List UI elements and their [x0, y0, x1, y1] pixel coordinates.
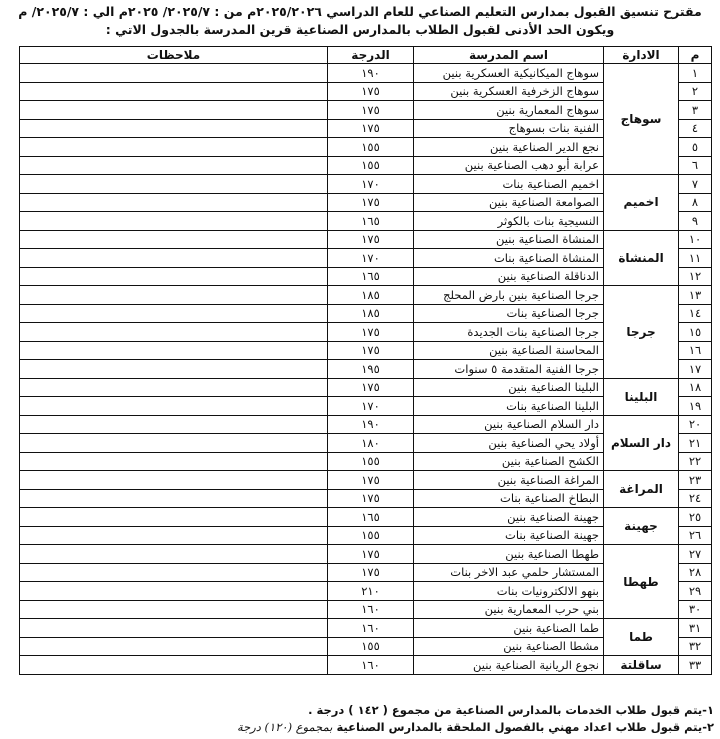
school-name: طما الصناعية بنين	[414, 619, 604, 638]
row-number: ٥	[679, 138, 712, 157]
min-score: ٢١٠	[328, 582, 414, 601]
row-number: ١٥	[679, 323, 712, 342]
row-number: ٨	[679, 193, 712, 212]
min-score: ١٥٥	[328, 452, 414, 471]
school-name: اخميم الصناعية بنات	[414, 175, 604, 194]
row-number: ١١	[679, 249, 712, 268]
table-row	[20, 545, 712, 564]
min-score: ١٧٥	[328, 323, 414, 342]
row-number: ١٧	[679, 360, 712, 379]
notes-cell	[20, 600, 328, 619]
notes-cell	[20, 452, 328, 471]
administration-cell: دار السلام	[604, 415, 679, 471]
administration-cell: سوهاج	[604, 64, 679, 175]
school-name: نجوع الريانية الصناعية بنين	[414, 656, 604, 675]
table-row	[20, 286, 712, 305]
min-score: ١٩٠	[328, 415, 414, 434]
table-row	[20, 508, 712, 527]
administration-cell: اخميم	[604, 175, 679, 231]
notes-cell	[20, 508, 328, 527]
row-number: ١٣	[679, 286, 712, 305]
administration-cell: طهطا	[604, 545, 679, 619]
school-name: جهينة الصناعية بنين	[414, 508, 604, 527]
row-number: ٣١	[679, 619, 712, 638]
school-name: عرابة أبو دهب الصناعية بنين	[414, 156, 604, 175]
row-number: ١٨	[679, 378, 712, 397]
school-name: نجع الدير الصناعية بنين	[414, 138, 604, 157]
note-2	[237, 720, 714, 734]
min-score: ١٩٥	[328, 360, 414, 379]
notes-cell	[20, 582, 328, 601]
min-score: ١٧٥	[328, 193, 414, 212]
min-score: ١٦٠	[328, 656, 414, 675]
school-name: المستشار حلمي عبد الاخر بنات	[414, 563, 604, 582]
notes-cell	[20, 323, 328, 342]
min-score: ١٧٠	[328, 397, 414, 416]
row-number: ٢١	[679, 434, 712, 453]
notes-cell	[20, 249, 328, 268]
row-number: ٢٩	[679, 582, 712, 601]
school-name: سوهاج الزخرفية العسكرية بنين	[414, 82, 604, 101]
min-score: ١٥٥	[328, 526, 414, 545]
document-title: مقترح تنسيق القبول بمدارس التعليم الصناعي للعام الدراسي ٢٠٢٥/٢٠٢٦م من : ٢٠٢٥/٧/ ٢٠٢٥م الي : ٢٠٢٥/٧/ م	[18, 4, 702, 19]
row-number: ٢٢	[679, 452, 712, 471]
school-name: دار السلام الصناعية بنين	[414, 415, 604, 434]
min-score: ١٦٥	[328, 508, 414, 527]
notes-cell	[20, 378, 328, 397]
school-name: الكشح الصناعية بنين	[414, 452, 604, 471]
administration-cell: جرجا	[604, 286, 679, 379]
school-name: الدناقلة الصناعية بنين	[414, 267, 604, 286]
notes-cell	[20, 489, 328, 508]
table-row	[20, 64, 712, 83]
notes-cell	[20, 397, 328, 416]
min-score: ١٨٥	[328, 304, 414, 323]
document-subtitle: ويكون الحد الأدنى لقبول الطلاب بالمدارس الصناعية قرين المدرسة بالجدول الاتي :	[105, 22, 615, 37]
school-name: بنهو الالكترونيات بنات	[414, 582, 604, 601]
school-name: البلينا الصناعية بنات	[414, 397, 604, 416]
school-name: الفنية بنات بسوهاج	[414, 119, 604, 138]
min-score: ١٦٠	[328, 619, 414, 638]
row-number: ١٩	[679, 397, 712, 416]
administration-cell: طما	[604, 619, 679, 656]
administration-cell: ساقلتة	[604, 656, 679, 675]
school-name: جهينة الصناعية بنات	[414, 526, 604, 545]
min-score: ١٧٠	[328, 249, 414, 268]
note-2-handwritten: بمجموع (١٢٠) درجة	[236, 720, 333, 734]
table-row	[20, 415, 712, 434]
notes-cell	[20, 526, 328, 545]
admission-table	[19, 46, 712, 675]
notes-cell	[20, 619, 328, 638]
school-name: جرجا الصناعية بنات	[414, 304, 604, 323]
administration-cell: المراغة	[604, 471, 679, 508]
school-name: النسيجية بنات بالكوثر	[414, 212, 604, 231]
notes-cell	[20, 434, 328, 453]
school-name: طهطا الصناعية بنين	[414, 545, 604, 564]
row-number: ١٢	[679, 267, 712, 286]
row-number: ٢٥	[679, 508, 712, 527]
school-name: سوهاج المعمارية بنين	[414, 101, 604, 120]
row-number: ٧	[679, 175, 712, 194]
row-number: ١٠	[679, 230, 712, 249]
school-name: جرجا الصناعية بنين بارض المحلج	[414, 286, 604, 305]
table-row	[20, 378, 712, 397]
row-number: ٢٦	[679, 526, 712, 545]
school-name: البلينا الصناعية بنين	[414, 378, 604, 397]
administration-cell: المنشاة	[604, 230, 679, 286]
min-score: ١٦٠	[328, 600, 414, 619]
min-score: ١٧٥	[328, 230, 414, 249]
min-score: ١٧٥	[328, 545, 414, 564]
table-row	[20, 471, 712, 490]
notes-cell	[20, 193, 328, 212]
notes-cell	[20, 563, 328, 582]
min-score: ١٥٥	[328, 138, 414, 157]
notes-cell	[20, 64, 328, 83]
notes-cell	[20, 415, 328, 434]
school-name: أولاد يحي الصناعية بنين	[414, 434, 604, 453]
school-name: المنشاة الصناعية بنين	[414, 230, 604, 249]
school-name: البطاخ الصناعية بنات	[414, 489, 604, 508]
notes-cell	[20, 119, 328, 138]
notes-cell	[20, 656, 328, 675]
school-name: المنشاة الصناعية بنات	[414, 249, 604, 268]
table-row	[20, 656, 712, 675]
school-name: الصوامعة الصناعية بنين	[414, 193, 604, 212]
row-number: ٣٣	[679, 656, 712, 675]
table-row	[20, 175, 712, 194]
school-name: المراغة الصناعية بنين	[414, 471, 604, 490]
table-row	[20, 619, 712, 638]
row-number: ٢٧	[679, 545, 712, 564]
notes-cell	[20, 212, 328, 231]
min-score: ١٧٥	[328, 563, 414, 582]
min-score: ١٧٥	[328, 489, 414, 508]
row-number: ٦	[679, 156, 712, 175]
min-score: ١٧٥	[328, 82, 414, 101]
notes-cell	[20, 82, 328, 101]
notes-cell	[20, 138, 328, 157]
notes-cell	[20, 304, 328, 323]
notes-cell	[20, 267, 328, 286]
row-number: ١٦	[679, 341, 712, 360]
min-score: ١٥٥	[328, 156, 414, 175]
row-number: ٩	[679, 212, 712, 231]
min-score: ١٧٥	[328, 119, 414, 138]
column-header-notes: ملاحظات	[20, 47, 328, 64]
row-number: ١٤	[679, 304, 712, 323]
min-score: ١٧٥	[328, 101, 414, 120]
school-name: جرجا الفنية المتقدمة ٥ سنوات	[414, 360, 604, 379]
min-score: ١٨٥	[328, 286, 414, 305]
administration-cell: البلينا	[604, 378, 679, 415]
row-number: ٤	[679, 119, 712, 138]
table-row	[20, 230, 712, 249]
note-2-printed: ٢-يتم قبول طلاب اعداد مهني بالفصول الملحقة بالمدارس الصناعية	[336, 720, 714, 734]
notes-cell	[20, 156, 328, 175]
notes-cell	[20, 471, 328, 490]
column-header-score: الدرجة	[328, 47, 414, 64]
school-name: بني حرب المعمارية بنين	[414, 600, 604, 619]
notes-cell	[20, 545, 328, 564]
notes-cell	[20, 360, 328, 379]
min-score: ١٩٠	[328, 64, 414, 83]
notes-cell	[20, 175, 328, 194]
notes-cell	[20, 286, 328, 305]
row-number: ٢	[679, 82, 712, 101]
min-score: ١٦٥	[328, 212, 414, 231]
administration-cell: جهينة	[604, 508, 679, 545]
row-number: ٢٨	[679, 563, 712, 582]
row-number: ٣٢	[679, 637, 712, 656]
row-number: ٣	[679, 101, 712, 120]
min-score: ١٧٠	[328, 175, 414, 194]
row-number: ٢٣	[679, 471, 712, 490]
min-score: ١٨٠	[328, 434, 414, 453]
column-header-num: م	[679, 47, 712, 64]
min-score: ١٧٥	[328, 471, 414, 490]
school-name: مشطا الصناعية بنين	[414, 637, 604, 656]
school-name: سوهاج الميكانيكية العسكرية بنين	[414, 64, 604, 83]
min-score: ١٥٥	[328, 637, 414, 656]
row-number: ٣٠	[679, 600, 712, 619]
min-score: ١٧٥	[328, 341, 414, 360]
note-1: ١-يتم قبول طلاب الخدمات بالمدارس الصناعية من مجموع ( ١٤٢ ) درجة .	[308, 703, 714, 717]
notes-cell	[20, 341, 328, 360]
min-score: ١٦٥	[328, 267, 414, 286]
school-name: المحاسنة الصناعية بنين	[414, 341, 604, 360]
notes-cell	[20, 230, 328, 249]
min-score: ١٧٥	[328, 378, 414, 397]
notes-cell	[20, 637, 328, 656]
table-header-row	[20, 47, 712, 64]
column-header-school: اسم المدرسة	[414, 47, 604, 64]
row-number: ٢٠	[679, 415, 712, 434]
school-name: جرجا الصناعية بنات الجديدة	[414, 323, 604, 342]
notes-cell	[20, 101, 328, 120]
row-number: ٢٤	[679, 489, 712, 508]
row-number: ١	[679, 64, 712, 83]
column-header-admin: الادارة	[604, 47, 679, 64]
